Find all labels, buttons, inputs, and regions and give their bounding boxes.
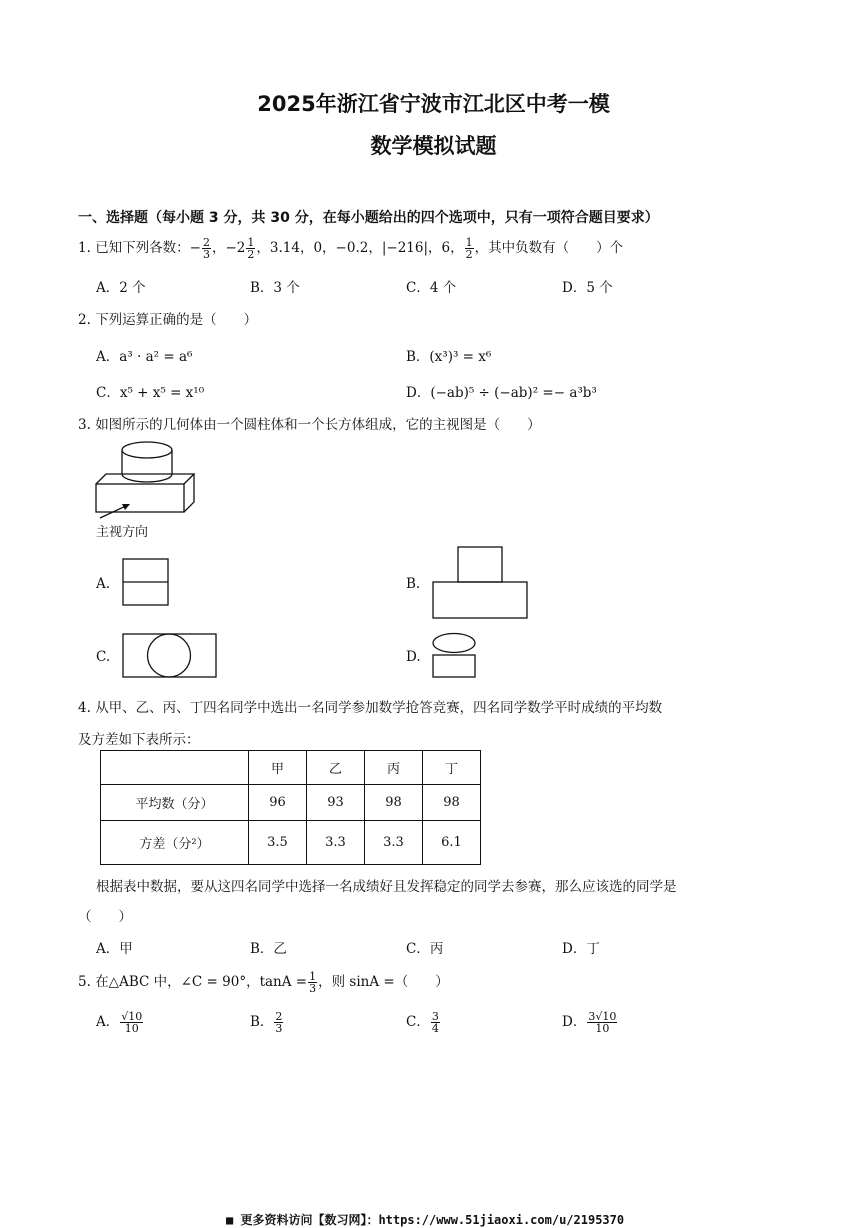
q4-text-1: 从甲、乙、丙、丁四名同学中选出一名同学参加数学抢答竞赛，四名同学数学平时成绩的平均数: [95, 700, 663, 716]
fraction: $\frac{1}{2}$: [247, 236, 255, 261]
q3-view-label: 主视方向: [96, 525, 149, 540]
table-header-cell: 丙: [365, 751, 423, 785]
section-heading: 一、选择题（每小题 3 分，共 30 分，在每小题给出的四个选项中，只有一项符合题目要求）: [78, 210, 659, 226]
q1-option-c[interactable]: C．4 个: [406, 280, 457, 296]
q5-option-a[interactable]: A． $\frac{√10}{10}$: [96, 1010, 143, 1035]
table-cell: 3.3: [307, 821, 365, 865]
q3-option-b[interactable]: B.: [406, 576, 421, 592]
question-3: [78, 413, 541, 433]
table-cell: 98: [423, 785, 481, 821]
q3-option-d[interactable]: D.: [406, 649, 421, 665]
q1-option-d[interactable]: D．5 个: [562, 280, 613, 296]
q3-option-b-figure[interactable]: [432, 546, 530, 620]
q5-option-b[interactable]: B． $\frac{2}{3}$: [250, 1010, 283, 1035]
table-cell: 96: [249, 785, 307, 821]
fraction: $\frac{1}{3}$: [309, 970, 317, 995]
table-cell: 平均数（分）: [101, 785, 249, 821]
fraction: $\frac{1}{2}$: [465, 236, 473, 261]
q5-prefix: 在△ABC 中，∠C = 90°，tanA =: [95, 974, 308, 990]
q2-option-c[interactable]: C．x⁵ + x⁵ = x¹⁰: [96, 385, 205, 401]
q1-option-a[interactable]: A．2 个: [96, 280, 146, 296]
q3-option-c[interactable]: C.: [96, 649, 111, 665]
question-5: [78, 970, 449, 994]
q4-option-d[interactable]: D．丁: [562, 941, 600, 957]
q4-text-3: 根据表中数据，要从这四名同学中选择一名成绩好且发挥稳定的同学去参赛，那么应该选的同学是: [96, 879, 677, 895]
q2-number: 2.: [78, 312, 91, 328]
page-title: 2025年浙江省宁波市江北区中考一模: [257, 92, 610, 116]
q3-text: 如图所示的几何体由一个圆柱体和一个长方体组成，它的主视图是（ ）: [95, 417, 541, 433]
question-2: [78, 308, 257, 328]
question-1: [78, 236, 623, 260]
table-header-row: [101, 751, 481, 785]
q3-option-a-figure[interactable]: [122, 558, 170, 608]
table-header-cell: 丁: [423, 751, 481, 785]
table-header-cell: 甲: [249, 751, 307, 785]
footer-link[interactable]: ■ 更多资料访问【数习网】：https://www.51jiaoxi.com/u/2195370: [226, 1213, 625, 1227]
q1-mid2: ，3.14，0，−0.2，|−216|，6，: [256, 240, 464, 256]
q4-option-c[interactable]: C．丙: [406, 941, 444, 957]
q4-option-b[interactable]: B．乙: [250, 941, 287, 957]
table-cell: 方差（分²）: [101, 821, 249, 865]
q1-suffix: ，其中负数有（ ）个: [474, 240, 624, 256]
q1-number: 1.: [78, 240, 91, 256]
page-subtitle: 数学模拟试题: [370, 134, 497, 158]
q2-text: 下列运算正确的是（ ）: [95, 312, 258, 328]
table-header-cell: 乙: [307, 751, 365, 785]
table-cell: 6.1: [423, 821, 481, 865]
table-cell: 93: [307, 785, 365, 821]
q5-suffix: ，则 sinA =（ ）: [318, 974, 449, 990]
q5-option-d[interactable]: D． $\frac{3√10}{10}$: [562, 1010, 617, 1035]
q5-number: 5.: [78, 974, 91, 990]
q4-option-a[interactable]: A．甲: [96, 941, 133, 957]
q4-text-4: （ ）: [78, 909, 132, 925]
q3-number: 3.: [78, 417, 91, 433]
q4-number: 4.: [78, 700, 91, 716]
q5-option-c[interactable]: C． $\frac{3}{4}$: [406, 1010, 439, 1035]
question-4: [78, 696, 662, 716]
q4-text-2: 及方差如下表所示：: [78, 732, 200, 748]
table-row: [101, 821, 481, 865]
q1-mid1: ，−2: [212, 240, 246, 256]
table-row: [101, 785, 481, 821]
q2-option-b[interactable]: B．(x³)³ = x⁶: [406, 349, 492, 365]
q3-option-a[interactable]: A.: [96, 576, 111, 592]
table-cell: 3.3: [365, 821, 423, 865]
score-table: [100, 750, 481, 865]
q3-option-d-figure[interactable]: [432, 633, 478, 679]
q1-option-b[interactable]: B．3 个: [250, 280, 300, 296]
table-header-cell: [101, 751, 249, 785]
q1-prefix: 已知下列各数：−: [95, 240, 201, 256]
table-cell: 98: [365, 785, 423, 821]
flag-icon: ■: [226, 1213, 241, 1227]
fraction: $\frac{2}{3}$: [203, 236, 210, 261]
q2-option-d[interactable]: D．(−ab)⁵ ÷ (−ab)² =− a³b³: [406, 385, 597, 401]
q2-option-a[interactable]: A．a³ · a² = a⁶: [96, 349, 193, 365]
q3-solid-figure: [90, 438, 210, 528]
q3-option-c-figure[interactable]: [122, 633, 218, 679]
table-cell: 3.5: [249, 821, 307, 865]
